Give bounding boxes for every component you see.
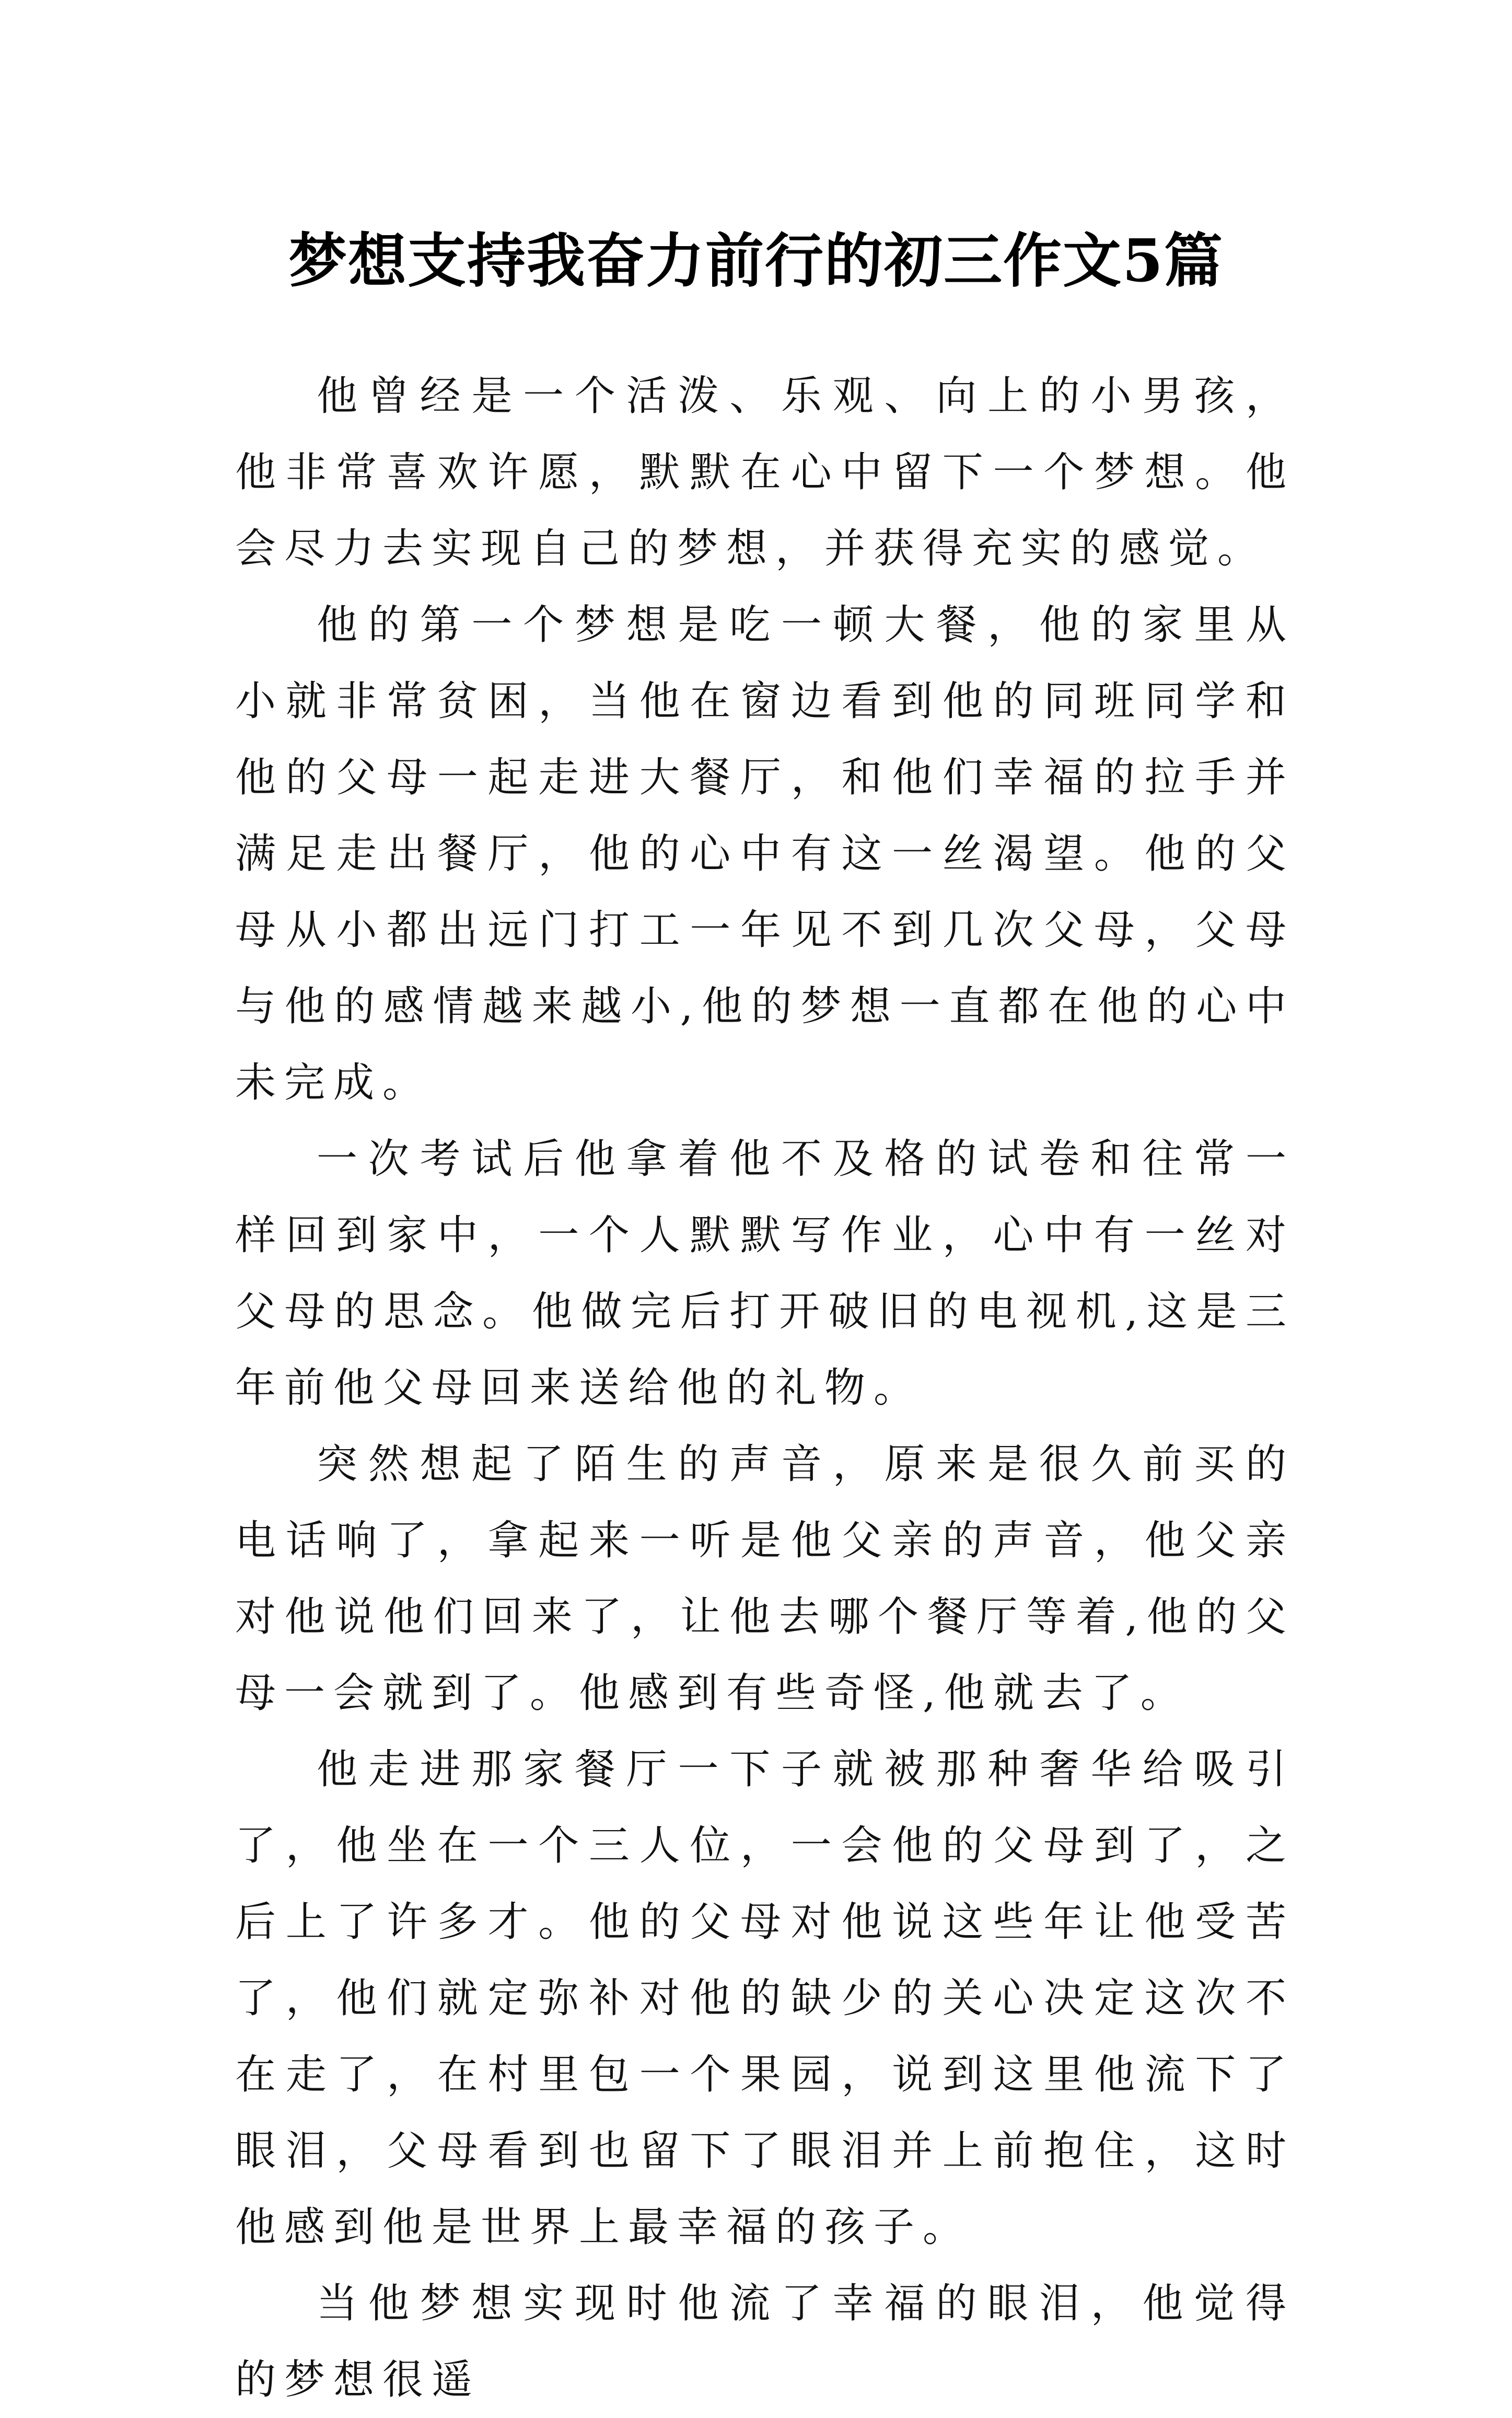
document-body bbox=[235, 358, 1295, 2418]
paragraph: 他走进那家餐厅一下子就被那种奢华给吸引了，他坐在一个三人位，一会他的父母到了，之后上了许多才。他的父母对他说这些年让他受苦了，他们就定弥补对他的缺少的关心决定这次不在走了，在村里包一个果园，说到这里他流下了眼泪，父母看到也留下了眼泪并上前抱住，这时他感到他是世界上最幸福的孩子。 bbox=[235, 1746, 1295, 2251]
paragraph: 突然想起了陌生的声音，原来是很久前买的电话响了，拿起来一听是他父亲的声音，他父亲对他说他们回来了，让他去哪个餐厅等着,他的父母一会就到了。他感到有些奇怪,他就去了。 bbox=[235, 1441, 1295, 1717]
paragraph: 他的第一个梦想是吃一顿大餐，他的家里从小就非常贫困，当他在窗边看到他的同班同学和他的父母一起走进大餐厅，和他们幸福的拉手并满足走出餐厅，他的心中有这一丝渴望。他的父母从小都出远门打工一年见不到几次父母，父母与他的感情越来越小,他的梦想一直都在他的心中未完成。 bbox=[235, 601, 1295, 1106]
paragraph: 他曾经是一个活泼、乐观、向上的小男孩，他非常喜欢许愿，默默在心中留下一个梦想。他会尽力去实现自己的梦想，并获得充实的感觉。 bbox=[235, 373, 1295, 572]
document-title: 梦想支持我奋力前行的初三作文5篇 bbox=[288, 227, 1224, 296]
paragraph: 一次考试后他拿着他不及格的试卷和往常一样回到家中，一个人默默写作业，心中有一丝对父母的思念。他做完后打开破旧的电视机,这是三年前他父母回来送给他的礼物。 bbox=[235, 1136, 1295, 1412]
paragraph: 当他梦想实现时他流了幸福的眼泪，他觉得的梦想很遥 bbox=[235, 2280, 1295, 2403]
